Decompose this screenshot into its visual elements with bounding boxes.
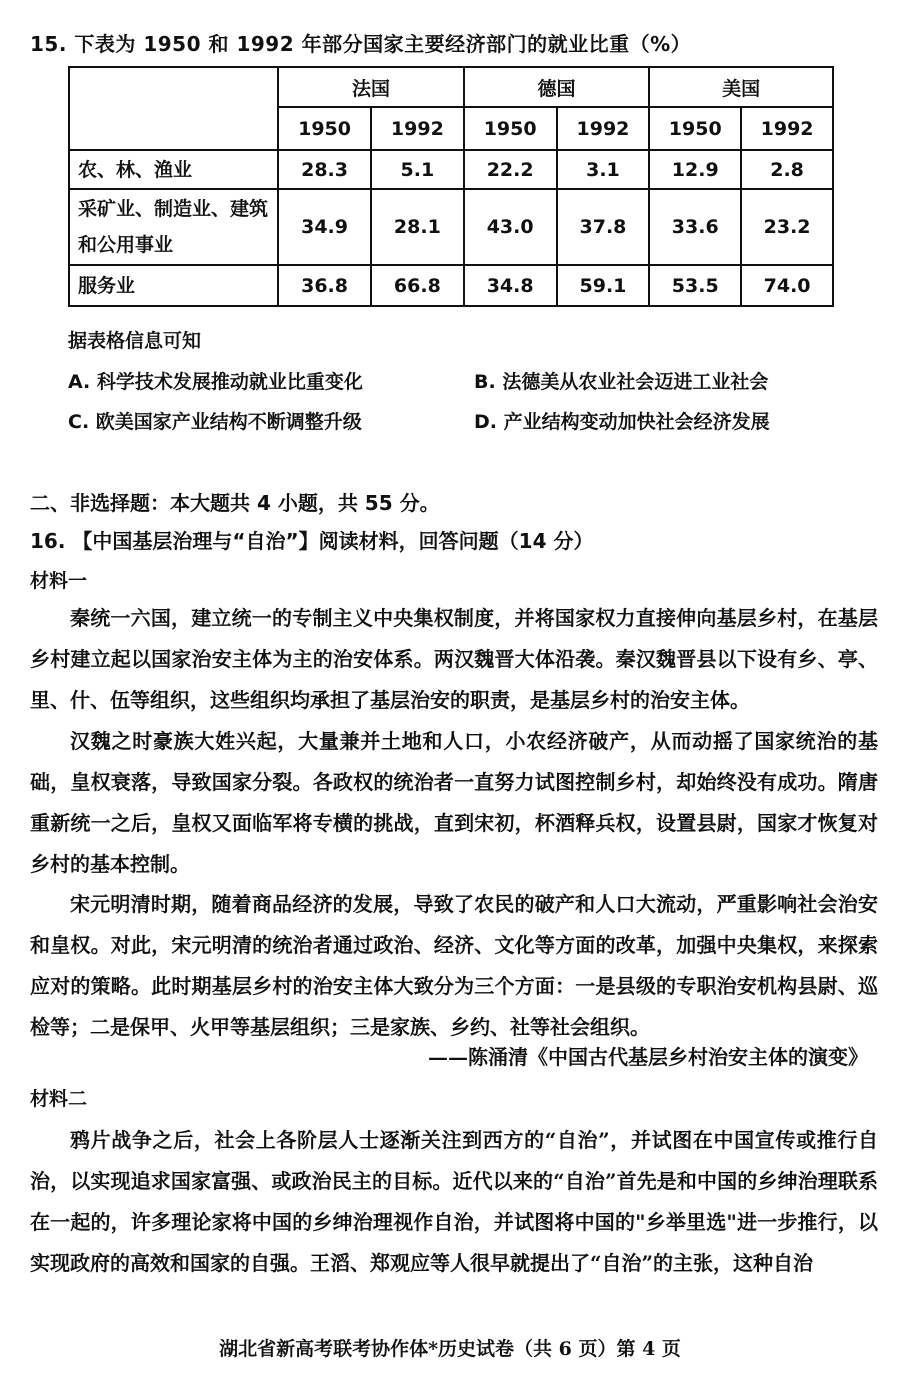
table-cell: 59.1 [557, 265, 650, 306]
section-2-heading: 二、非选择题：本大题共 4 小题，共 55 分。 [30, 491, 440, 515]
page-footer: 湖北省新高考联考协作体*历史试卷（共 6 页）第 4 页 [219, 1338, 681, 1360]
table-cell: 34.9 [278, 189, 371, 265]
table-cell: 28.1 [371, 189, 464, 265]
table-row [69, 265, 833, 306]
year-header: 1992 [557, 107, 650, 150]
table-row [69, 150, 833, 189]
year-header: 1950 [278, 107, 371, 150]
row-label-agriculture: 农、林、渔业 [69, 150, 278, 189]
country-header-germany: 德国 [464, 67, 650, 107]
question-15-title: 15. 下表为 1950 和 1992 年部分国家主要经济部门的就业比重（%） [30, 32, 692, 56]
question-16-title: 16. 【中国基层治理与“自治”】阅读材料，回答问题（14 分） [30, 529, 594, 553]
table-cell: 5.1 [371, 150, 464, 189]
year-header: 1992 [741, 107, 833, 150]
material-1-source: ——陈涌清《中国古代基层乡村治安主体的演变》 [428, 1045, 868, 1069]
table-cell: 74.0 [741, 265, 833, 306]
year-header: 1950 [649, 107, 741, 150]
table-cell: 36.8 [278, 265, 371, 306]
table-cell: 23.2 [741, 189, 833, 265]
material-1-paragraph: 宋元明清时期，随着商品经济的发展，导致了农民的破产和人口大流动，严重影响社会治安和皇权。对此，宋元明清的统治者通过政治、经济、文化等方面的改革，加强中央集权，来探索应对的策略。此时期基层乡村的治安主体大致分为三个方面：一是县级的专职治安机构县尉、巡检等；二是保甲、火甲等基层组织；三是家族、乡约、社等社会组织。 [30, 892, 878, 1039]
table-cell: 37.8 [557, 189, 650, 265]
country-header-usa: 美国 [649, 67, 833, 107]
table-cell: 43.0 [464, 189, 557, 265]
table-cell: 34.8 [464, 265, 557, 306]
table-cell: 33.6 [649, 189, 741, 265]
material-1-title: 材料一 [30, 570, 88, 592]
option-a: A. 科学技术发展推动就业比重变化 [68, 371, 363, 393]
option-b: B. 法德美从农业社会迈进工业社会 [474, 371, 769, 393]
material-2-paragraph: 鸦片战争之后，社会上各阶层人士逐渐关注到西方的“自治”，并试图在中国宣传或推行自治，以实现追求国家富强、或政治民主的目标。近代以来的“自治”首先是和中国的乡绅治理联系在一起的，许多理论家将中国的乡绅治理视作自治，并试图将中国的"乡举里选"进一步推行，以实现政府的高效和国家的自强。王滔、郑观应等人很早就提出了“自治”的主张，这种自治 [30, 1128, 878, 1275]
table-cell: 3.1 [557, 150, 650, 189]
country-header-france: 法国 [278, 67, 464, 107]
employment-table [68, 66, 834, 307]
option-d: D. 产业结构变动加快社会经济发展 [474, 411, 770, 433]
table-cell: 22.2 [464, 150, 557, 189]
table-cell: 28.3 [278, 150, 371, 189]
table-corner-cell [69, 67, 278, 150]
row-label-services: 服务业 [69, 265, 278, 306]
table-cell: 2.8 [741, 150, 833, 189]
table-cell: 53.5 [649, 265, 741, 306]
option-c: C. 欧美国家产业结构不断调整升级 [68, 411, 362, 433]
table-row [69, 189, 833, 265]
question-15-stem: 据表格信息可知 [68, 330, 202, 352]
table-cell: 12.9 [649, 150, 741, 189]
material-1-paragraph: 汉魏之时豪族大姓兴起，大量兼并土地和人口，小农经济破产，从而动摇了国家统治的基础，皇权衰落，导致国家分裂。各政权的统治者一直努力试图控制乡村，却始终没有成功。隋唐重新统一之后，皇权又面临军将专横的挑战，直到宋初，杯酒释兵权，设置县尉，国家才恢复对乡村的基本控制。 [30, 729, 878, 876]
material-1-paragraph: 秦统一六国，建立统一的专制主义中央集权制度，并将国家权力直接伸向基层乡村，在基层乡村建立起以国家治安主体为主的治安体系。两汉魏晋大体沿袭。秦汉魏晋县以下设有乡、亭、里、什、伍等组织，这些组织均承担了基层治安的职责，是基层乡村的治安主体。 [30, 606, 878, 712]
table-cell: 66.8 [371, 265, 464, 306]
year-header: 1992 [371, 107, 464, 150]
year-header: 1950 [464, 107, 557, 150]
row-label-industry: 采矿业、制造业、建筑和公用事业 [69, 189, 278, 265]
material-2-title: 材料二 [30, 1088, 88, 1110]
